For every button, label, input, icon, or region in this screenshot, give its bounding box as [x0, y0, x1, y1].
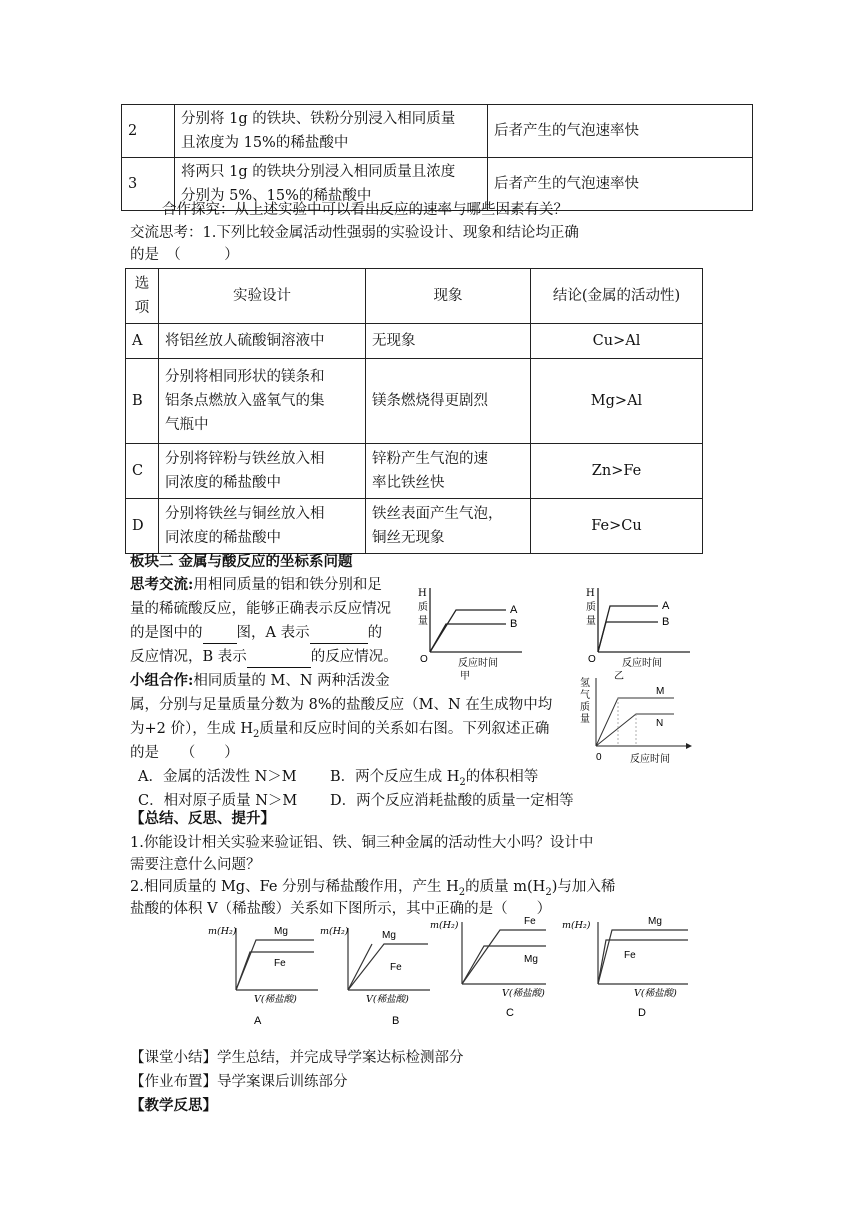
chart-option-a: [206, 918, 324, 1030]
series-b-label: B: [662, 616, 670, 628]
table-row: [126, 444, 703, 499]
option-cell: B: [126, 359, 159, 444]
class-summary: 【课堂小结】学生总结，并完成导学案达标检测部分: [130, 1050, 464, 1066]
chart-option-c: [428, 912, 550, 1024]
lower-series-label: Fe: [274, 958, 286, 969]
lower-line: [462, 946, 546, 984]
y-axis-label: m(H₂): [320, 926, 349, 937]
y-label-2: 气: [580, 690, 590, 701]
phenomenon-cell: 锌粉产生气泡的速 率比铁丝快: [366, 444, 531, 499]
think-line-3: 的是图中的 图，A 表示 的: [130, 622, 382, 644]
teaching-reflection: 【教学反思】: [130, 1097, 217, 1114]
design-cell: 分别将相同形状的镁条和 铝条点燃放入盛氧气的集 气瓶中: [159, 359, 366, 444]
y-axis-label: m(H₂): [430, 920, 459, 931]
chart-caption: B: [392, 1015, 400, 1027]
summary-title: 【总结、反思、提升】: [130, 810, 275, 827]
y-label-1: H: [418, 588, 427, 599]
option-d: D．两个反应消耗盐酸的质量一定相等: [330, 793, 574, 809]
header-option: 选 项: [126, 269, 159, 324]
y-label-3: 量: [418, 616, 428, 627]
answer-blank[interactable]: [203, 627, 237, 644]
option-c: C．相对原子质量 N＞M: [138, 793, 298, 809]
y-label-4: 量: [580, 714, 590, 725]
y-label-3: 质: [580, 702, 590, 713]
x-axis-label: 反应时间: [458, 658, 498, 669]
y-label-1: H: [586, 588, 595, 599]
x-axis-label: V(稀盐酸): [502, 988, 545, 999]
summary-q1-line-1: 1.你能设计相关实验来验证铝、铁、铜三种金属的活动性大小吗？设计中: [130, 835, 594, 851]
upper-series-label: Mg: [274, 926, 288, 937]
think-line-2: 量的稀硫酸反应，能够正确表示反应情况: [130, 601, 391, 617]
chart-jia: [410, 580, 530, 680]
chart-caption: D: [638, 1007, 646, 1019]
series-b-line: [430, 624, 506, 652]
group-line-1: 小组合作:相同质量的 M、N 两种活泼金: [130, 672, 390, 689]
table-header-row: [126, 269, 703, 324]
header-conclusion: 结论(金属的活动性): [531, 269, 703, 324]
section2-title: 板块二 金属与酸反应的坐标系问题: [130, 553, 353, 570]
y-axis-label: m(H₂): [562, 920, 591, 931]
lower-line: [348, 944, 372, 990]
x-axis-label: V(稀盐酸): [366, 994, 409, 1005]
group-line-4: 的是 （ ）: [130, 745, 239, 761]
option-a: A．金属的活泼性 N＞M: [138, 769, 297, 785]
design-cell: 分别将 1g 的铁块、铁粉分别浸入相同质量 且浓度为 15%的稀盐酸中: [175, 105, 488, 158]
header-phenomenon: 现象: [366, 269, 531, 324]
x-axis-label: V(稀盐酸): [254, 994, 297, 1005]
lower-series-label: Mg: [524, 954, 538, 965]
x-axis-label: V(稀盐酸): [634, 988, 677, 999]
upper-series-label: Fe: [524, 916, 536, 927]
answer-blank[interactable]: [310, 627, 368, 644]
conclusion-cell: Mg>Al: [531, 359, 703, 444]
table-row: [126, 499, 703, 554]
origin-label: O: [420, 654, 428, 665]
exchange-line-1: 交流思考：1.下列比较金属活动性强弱的实验设计、现象和结论均正确: [130, 225, 579, 241]
origin-label: 0: [596, 752, 602, 763]
conclusion-cell: Cu>Al: [531, 324, 703, 359]
think-line-1: 思考交流:用相同质量的铝和铁分别和足: [130, 576, 382, 593]
summary-q2-line-1: 2.相同质量的 Mg、Fe 分别与稀盐酸作用，产生 $H_2$的质量 $m(H_2)$与加入稀: [130, 879, 616, 898]
chart-caption: A: [254, 1015, 262, 1027]
series-a-line: [598, 606, 658, 652]
upper-series-label: Mg: [648, 916, 662, 927]
lower-series-label: Fe: [624, 950, 636, 961]
conclusion-cell: Fe>Cu: [531, 499, 703, 554]
option-cell: C: [126, 444, 159, 499]
y-label-2: 质: [418, 602, 428, 613]
conclusion-cell: Zn>Fe: [531, 444, 703, 499]
y-label-1: 氢: [580, 678, 590, 689]
chart-caption: 乙: [614, 671, 624, 680]
y-label-3: 量: [586, 616, 596, 627]
header-design: 实验设计: [159, 269, 366, 324]
coop-explore: 合作探究：从上述实验中可以看出反应的速率与哪些因素有关？: [162, 202, 568, 218]
row-number: 3: [122, 158, 175, 211]
chart-option-b: [318, 918, 436, 1030]
table-row: [126, 359, 703, 444]
group-line-3: 为+2 价），生成 $H_2$质量和反应时间的关系如右图。下列叙述正确: [130, 721, 550, 740]
think-line-4: 反应情况，B 表示 的反应情况。: [130, 646, 398, 668]
option-cell: D: [126, 499, 159, 554]
chart-mn: [574, 674, 694, 770]
chart-caption: 甲: [460, 671, 470, 680]
chart-yi: [578, 580, 698, 680]
phenomenon-cell: 铁丝表面产生气泡， 铜丝无现象: [366, 499, 531, 554]
design-cell: 将铝丝放人硫酸铜溶液中: [159, 324, 366, 359]
homework: 【作业布置】导学案课后训练部分: [130, 1074, 348, 1090]
lower-line: [598, 940, 688, 984]
origin-label: O: [588, 654, 596, 665]
summary-q2-line-2: 盐酸的体积 V（稀盐酸）关系如下图所示，其中正确的是（ ）: [130, 901, 552, 917]
y-label-2: 质: [586, 602, 596, 613]
series-n-label: N: [656, 718, 664, 729]
phenomenon-cell: 无现象: [366, 324, 531, 359]
series-b-line: [598, 622, 658, 652]
lower-series-label: Fe: [390, 962, 402, 973]
x-axis-label: 反应时间: [622, 658, 662, 669]
option-cell: A: [126, 324, 159, 359]
experiment-table: [121, 104, 753, 211]
series-m-label: M: [656, 686, 665, 697]
result-cell: 后者产生的气泡速率快: [488, 105, 753, 158]
chart-option-d: [560, 912, 690, 1024]
upper-series-label: Mg: [382, 930, 396, 941]
phenomenon-cell: 镁条燃烧得更剧烈: [366, 359, 531, 444]
series-a-label: A: [510, 604, 518, 616]
row-number: 2: [122, 105, 175, 158]
series-a-label: A: [662, 600, 670, 612]
x-axis-label: 反应时间: [630, 754, 670, 765]
design-cell: 将两只 1g 的铁块分别浸入相同质量且浓度 分别为 5%、15%的稀盐酸中: [175, 158, 488, 211]
table-row: [122, 105, 753, 158]
group-line-2: 属，分别与足量质量分数为 8%的盐酸反应（M、N 在生成物中均: [130, 697, 553, 713]
table-row: [126, 324, 703, 359]
option-b: B．两个反应生成 $H_2$的体积相等: [330, 769, 539, 788]
x-axis-arrow: [686, 743, 692, 749]
summary-q1-line-2: 需要注意什么问题？: [130, 857, 261, 873]
result-cell: 后者产生的气泡速率快: [488, 158, 753, 211]
series-b-label: B: [510, 618, 518, 630]
answer-blank[interactable]: [247, 651, 311, 668]
design-cell: 分别将锌粉与铁丝放入相 同浓度的稀盐酸中: [159, 444, 366, 499]
exchange-line-2: 的是 （ ）: [130, 247, 239, 263]
y-axis-label: m(H₂): [208, 926, 237, 937]
upper-line: [598, 930, 688, 984]
metal-activity-table: [125, 268, 703, 554]
design-cell: 分别将铁丝与铜丝放入相 同浓度的稀盐酸中: [159, 499, 366, 554]
chart-caption: C: [506, 1007, 514, 1019]
